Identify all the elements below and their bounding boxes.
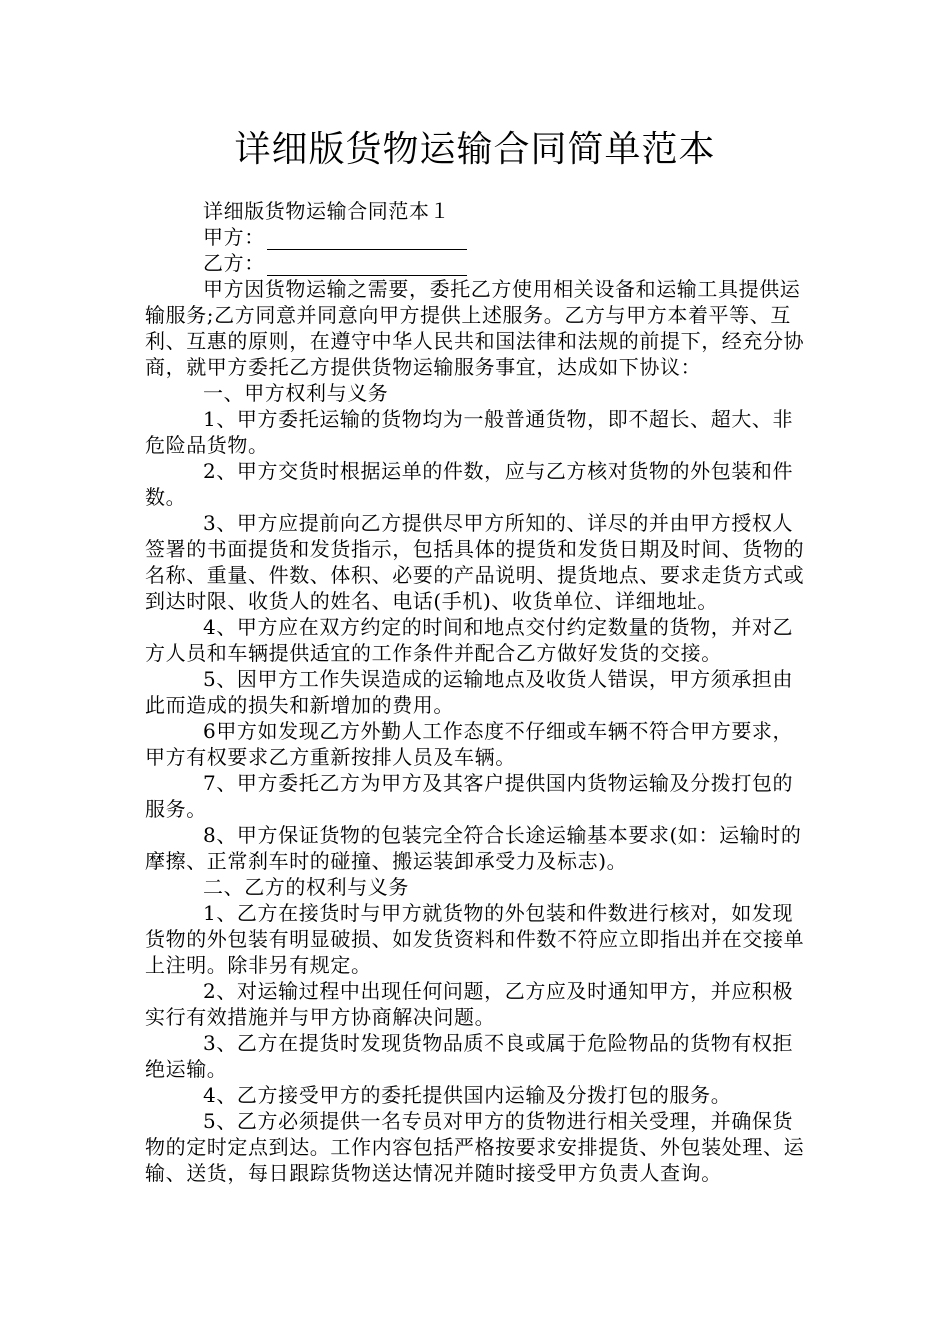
party-a-line (145, 224, 810, 250)
clause-a-7: 7、甲方委托乙方为甲方及其客户提供国内货物运输及分拨打包的服务。 (145, 771, 794, 821)
section-heading-party-b: 二、乙方的权利与义务 (203, 875, 409, 899)
clause-a-3: 3、甲方应提前向乙方提供尽甲方所知的、详尽的并由甲方授权人签署的书面提货和发货指示，包括具体的提货和发货日期及时间、货物的名称、重量、件数、体积、必要的产品说明、提货地点、要求走货方式或到达时限、收货人的姓名、电话(手机)、收货单位、详细地址。 (145, 511, 805, 613)
section-heading-party-a: 一、甲方权利与义务 (203, 381, 389, 405)
clause-a-2: 2、甲方交货时根据运单的件数，应与乙方核对货物的外包装和件数。 (145, 459, 794, 509)
clause-a-6: 6甲方如发现乙方外勤人工作态度不仔细或车辆不符合甲方要求，甲方有权要求乙方重新按排人员及车辆。 (145, 719, 794, 769)
clause-b-2: 2、对运输过程中出现任何问题，乙方应及时通知甲方，并应积极实行有效措施并与甲方协商解决问题。 (145, 979, 794, 1029)
party-a-blank[interactable] (267, 229, 467, 250)
party-a-label: 甲方： (203, 225, 265, 249)
document-title: 详细版货物运输合同简单范本 (234, 129, 716, 170)
clause-a-5: 5、因甲方工作失误造成的运输地点及收货人错误，甲方须承担由此而造成的损失和新增加的费用。 (145, 667, 794, 717)
document-body (145, 198, 810, 1186)
clause-b-3: 3、乙方在提货时发现货物品质不良或属于危险物品的货物有权拒绝运输。 (145, 1031, 794, 1081)
clause-b-4: 4、乙方接受甲方的委托提供国内运输及分拨打包的服务。 (203, 1083, 732, 1107)
party-b-line (145, 250, 810, 276)
clause-a-8: 8、甲方保证货物的包装完全符合长途运输基本要求(如：运输时的摩擦、正常刹车时的碰撞、搬运装卸承受力及标志)。 (145, 823, 802, 873)
clause-a-4: 4、甲方应在双方约定的时间和地点交付约定数量的货物，并对乙方人员和车辆提供适宜的工作条件并配合乙方做好发货的交接。 (145, 615, 794, 665)
clause-a-1: 1、甲方委托运输的货物均为一般普通货物，即不超长、超大、非危险品货物。 (145, 407, 794, 457)
clause-b-1: 1、乙方在接货时与甲方就货物的外包装和件数进行核对，如发现货物的外包装有明显破损、如发货资料和件数不符应立即指出并在交接单上注明。除非另有规定。 (145, 901, 805, 977)
clause-b-5: 5、乙方必须提供一名专员对甲方的货物进行相关受理，并确保货物的定时定点到达。工作内容包括严格按要求安排提货、外包装处理、运输、送货，每日跟踪货物送达情况并随时接受甲方负责人查询。 (145, 1109, 805, 1185)
party-b-label: 乙方： (203, 251, 265, 275)
party-b-blank[interactable] (267, 255, 467, 276)
intro-paragraph: 甲方因货物运输之需要，委托乙方使用相关设备和运输工具提供运输服务;乙方同意并同意向甲方提供上述服务。乙方与甲方本着平等、互利、互惠的原则，在遵守中华人民共和国法律和法规的前提下，经充分协商，就甲方委托乙方提供货物运输服务事宜，达成如下协议： (145, 277, 805, 379)
contract-subtitle: 详细版货物运输合同范本１ (203, 199, 451, 223)
